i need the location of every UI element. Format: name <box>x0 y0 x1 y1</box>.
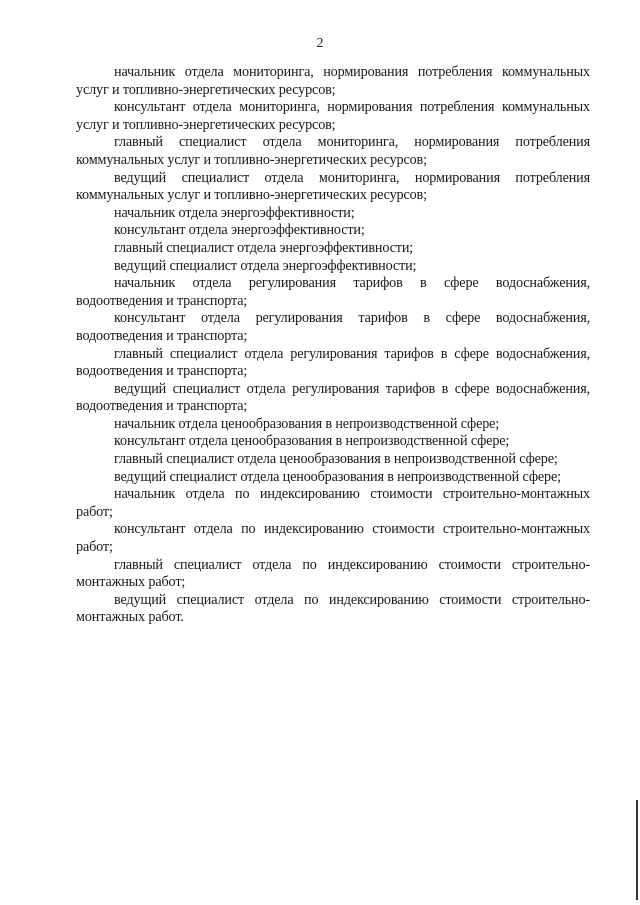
list-item: начальник отдела регулирования тарифов в сфере водоснабжения, водоотведения и транспорта; <box>76 275 590 309</box>
list-item: начальник отдела по индексированию стоимости строительно-монтажных работ; <box>76 486 590 520</box>
list-item: главный специалист отдела по индексированию стоимости строительно-монтажных работ; <box>76 556 590 591</box>
list-item: ведущий специалист отдела регулирования тарифов в сфере водоснабжения, водоотведения и транспорта; <box>76 380 590 415</box>
list-item: начальник отдела мониторинга, нормирования потребления коммунальных услуг и топливно-энергетических ресурсов; <box>76 64 590 98</box>
position-list <box>76 64 590 627</box>
list-item: консультант отдела ценообразования в непроизводственной сфере; <box>114 433 510 450</box>
list-item: главный специалист отдела ценообразования в непроизводственной сфере; <box>114 451 558 468</box>
list-item: консультант отдела по индексированию стоимости строительно-монтажных работ; <box>76 521 590 556</box>
list-item: ведущий специалист отдела по индексированию стоимости строительно-монтажных работ. <box>76 591 590 626</box>
list-item: ведущий специалист отдела ценообразования в непроизводственной сфере; <box>114 468 561 485</box>
page-number: 2 <box>316 36 324 51</box>
list-item: главный специалист отдела регулирования тарифов в сфере водоснабжения, водоотведения и транспорта; <box>76 345 590 380</box>
list-item: консультант отдела энергоэффективности; <box>114 222 365 239</box>
list-item: главный специалист отдела мониторинга, нормирования потребления коммунальных услуг и топливно-энергетических ресурсов; <box>76 134 590 168</box>
scan-edge-mark <box>636 800 638 900</box>
list-item: начальник отдела ценообразования в непроизводственной сфере; <box>114 415 500 432</box>
list-item: главный специалист отдела энергоэффективности; <box>114 239 414 256</box>
list-item: ведущий специалист отдела энергоэффективности; <box>114 257 417 274</box>
list-item: консультант отдела мониторинга, нормирования потребления коммунальных услуг и топливно-энергетических ресурсов; <box>76 99 590 133</box>
list-item: консультант отдела регулирования тарифов в сфере водоснабжения, водоотведения и транспорта; <box>76 310 590 344</box>
list-item: начальник отдела энергоэффективности; <box>114 204 355 221</box>
list-item: ведущий специалист отдела мониторинга, нормирования потребления коммунальных услуг и топливно-энергетических ресурсов; <box>76 169 590 204</box>
